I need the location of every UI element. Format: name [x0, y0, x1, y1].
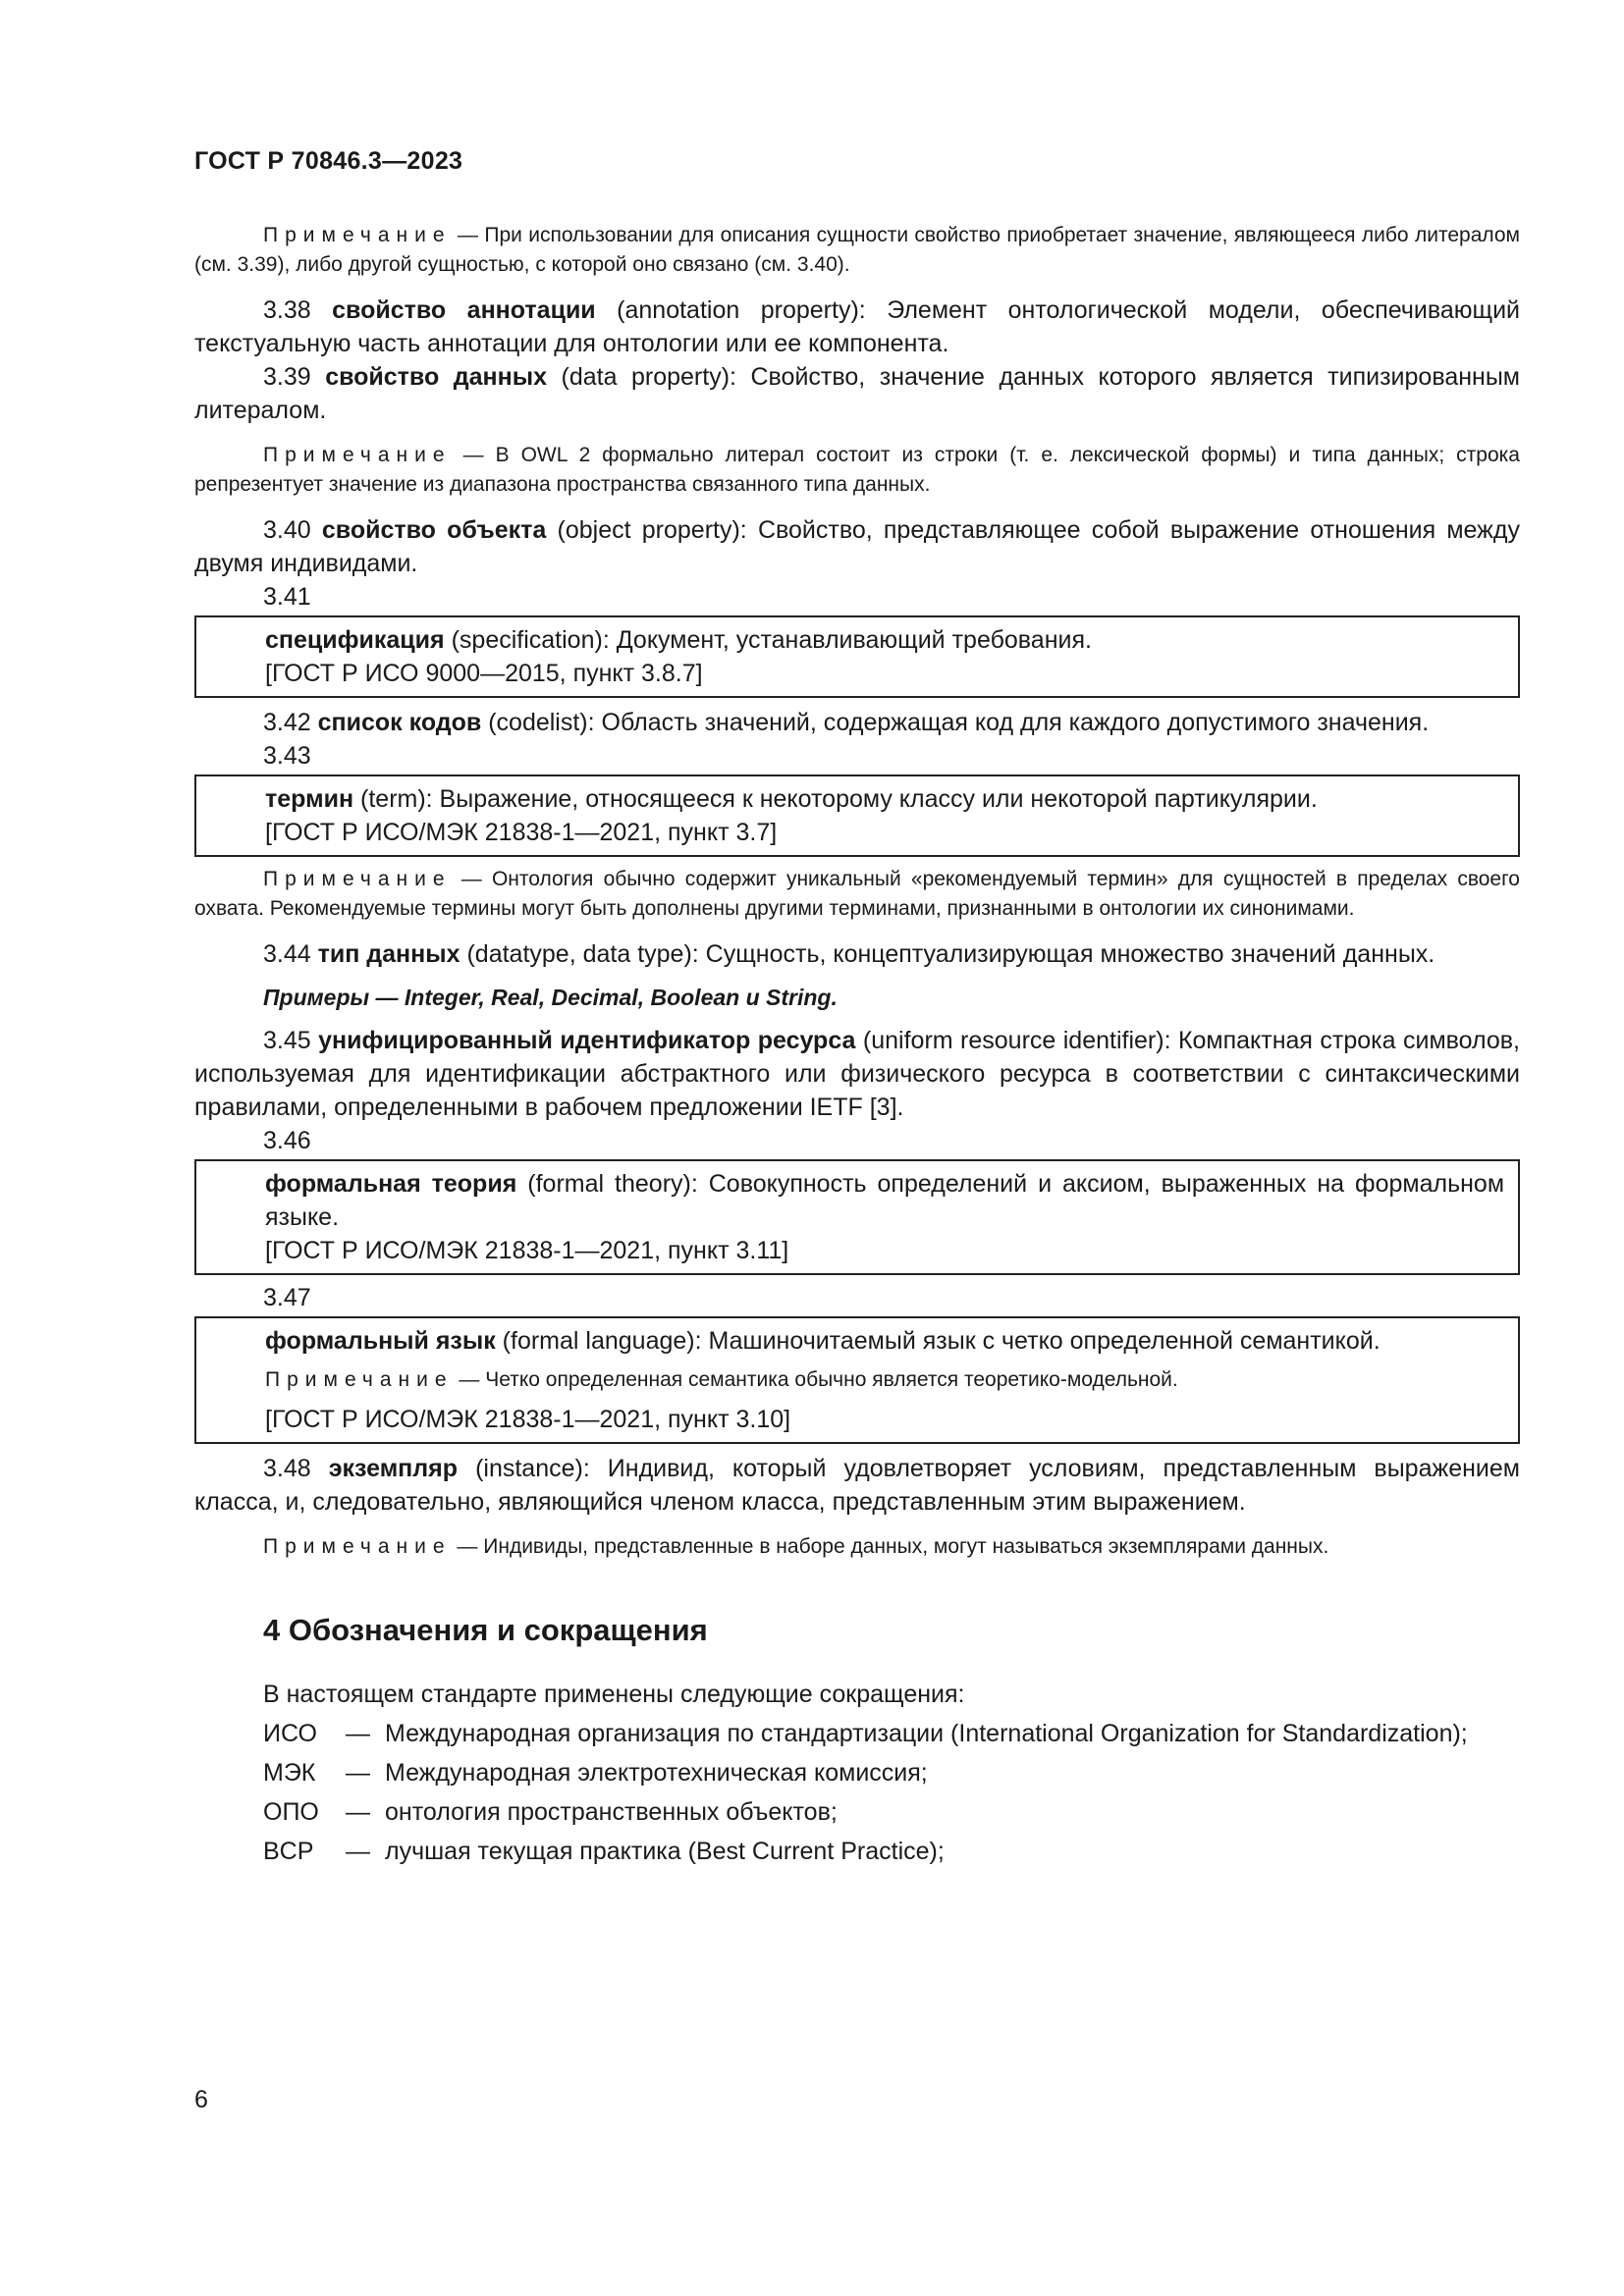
term-source: [ГОСТ Р ИСО 9000—2015, пункт 3.8.7]	[265, 660, 703, 687]
term-number: 3.43	[263, 742, 311, 770]
example-3-44: Примеры — Integer, Real, Decimal, Boolean и String.	[263, 985, 838, 1010]
term-name: тип данных	[317, 940, 460, 968]
term-name: термин	[265, 785, 354, 813]
note-3-47: Примечание — Четко определенная семантика обычно является теоретико-модельной.	[265, 1368, 1178, 1391]
term-name: спецификация	[265, 626, 445, 654]
term-3-39: 3.39 свойство данных (data property): Свойство, значение данных которого является типизированным литералом.	[194, 363, 1520, 424]
term-3-40: 3.40 свойство объекта (object property): Свойство, представляющее собой выражение отношения между двумя индивидами.	[194, 516, 1520, 577]
term-name: список кодов	[317, 709, 482, 736]
abbreviation-item: МЭК — Международная электротехническая комиссия;	[194, 1756, 1520, 1789]
term-box-3-43: термин (term): Выражение, относящееся к некоторому классу или некоторой партикулярии. [ГОСТ Р ИСО/МЭК 21838-1—2021, пункт 3.7]	[194, 774, 1520, 857]
note-3-37: Примечание — При использовании для описания сущности свойство приобретает значение, являющееся либо литералом (см. 3.39), либо другой сущностью, с которой оно связано (см. 3.40).	[194, 224, 1520, 276]
abbreviation-definition: Международная электротехническая комиссия;	[385, 1759, 928, 1787]
term-source: [ГОСТ Р ИСО/МЭК 21838-1—2021, пункт 3.7]	[265, 819, 778, 846]
abbreviation-code: BCP	[263, 1838, 314, 1865]
abbreviation-code: ОПО	[263, 1798, 319, 1826]
term-3-44: 3.44 тип данных (datatype, data type): Сущность, концептуализирующая множество значений данных.	[263, 940, 1435, 968]
note-3-43: Примечание — Онтология обычно содержит уникальный «рекомендуемый термин» для сущностей в пределах своего охвата. Рекомендуемые термины могут быть дополнены другими терминами, признанными в онтологии их синонимами.	[194, 868, 1520, 920]
term-source: [ГОСТ Р ИСО/МЭК 21838-1—2021, пункт 3.11]	[265, 1237, 789, 1264]
term-number: 3.46	[263, 1127, 311, 1154]
abbreviation-definition: лучшая текущая практика (Best Current Practice);	[385, 1838, 945, 1865]
term-3-48: 3.48 экземпляр (instance): Индивид, который удовлетворяет условиям, представленным выражением класса, и, следовательно, являющийся членом класса, представленным этим выражением.	[194, 1455, 1520, 1516]
term-name: формальная теория	[265, 1170, 517, 1198]
term-3-42: 3.42 список кодов (codelist): Область значений, содержащая код для каждого допустимого значения.	[263, 709, 1430, 736]
note-3-39: Примечание — В OWL 2 формально литерал состоит из строки (т. е. лексической формы) и типа данных; строка репрезентует значение из диапазона пространства связанного типа данных.	[194, 444, 1520, 496]
abbreviation-item: ИСО — Международная организация по стандартизации (International Organization for Standardization);	[194, 1717, 1520, 1750]
abbreviation-definition: онтология пространственных объектов;	[385, 1798, 838, 1826]
term-3-45: 3.45 унифицированный идентификатор ресурса (uniform resource identifier): Компактная строка символов, используемая для идентификации абстрактного или физического ресурса в соответствии с синтаксическими правилами, определенными в рабочем предложении IETF [3].	[194, 1027, 1521, 1121]
document-header: ГОСТ Р 70846.3—2023	[194, 147, 463, 175]
abbreviation-item: ОПО — онтология пространственных объектов;	[194, 1795, 1520, 1829]
section-intro: В настоящем стандарте применены следующие сокращения:	[263, 1681, 965, 1708]
abbreviation-code: ИСО	[263, 1720, 317, 1747]
section-title: 4 Обозначения и сокращения	[263, 1613, 708, 1647]
term-box-3-46: формальная теория (formal theory): Совокупность определений и аксиом, выраженных на формальном языке. [ГОСТ Р ИСО/МЭК 21838-1—2021, пункт 3.11]	[194, 1159, 1520, 1275]
term-name: экземпляр	[328, 1455, 459, 1482]
term-name: формальный язык	[265, 1327, 496, 1355]
page-number: 6	[194, 2086, 208, 2113]
abbreviation-definition: Международная организация по стандартизации (International Organization for Standardization);	[385, 1720, 1468, 1747]
term-name: свойство данных	[325, 363, 547, 391]
note-3-48: Примечание — Индивиды, представленные в наборе данных, могут называться экземплярами данных.	[263, 1535, 1329, 1558]
page-content	[194, 221, 1520, 1868]
term-name: свойство аннотации	[332, 296, 596, 324]
term-source: [ГОСТ Р ИСО/МЭК 21838-1—2021, пункт 3.10]	[265, 1406, 791, 1433]
term-box-3-41: спецификация (specification): Документ, устанавливающий требования. [ГОСТ Р ИСО 9000—2015, пункт 3.8.7]	[194, 615, 1520, 698]
term-name: унифицированный идентификатор ресурса	[318, 1027, 856, 1054]
term-3-38: 3.38 свойство аннотации (annotation property): Элемент онтологической модели, обеспечивающий текстуальную часть аннотации для онтологии или ее компонента.	[194, 296, 1521, 357]
term-box-3-47: формальный язык (formal language): Машиночитаемый язык с четко определенной семантикой. Примечание — Четко определенная семантика обычно является теоретико-модельной. [ГОСТ Р ИСО/МЭК 21838-1—2021, пункт 3.10]	[194, 1316, 1520, 1444]
term-name: свойство объекта	[321, 516, 547, 544]
abbreviation-item: BCP — лучшая текущая практика (Best Current Practice);	[194, 1835, 1520, 1868]
abbreviation-code: МЭК	[263, 1759, 316, 1787]
term-number: 3.47	[263, 1284, 311, 1311]
term-number: 3.41	[263, 583, 311, 611]
